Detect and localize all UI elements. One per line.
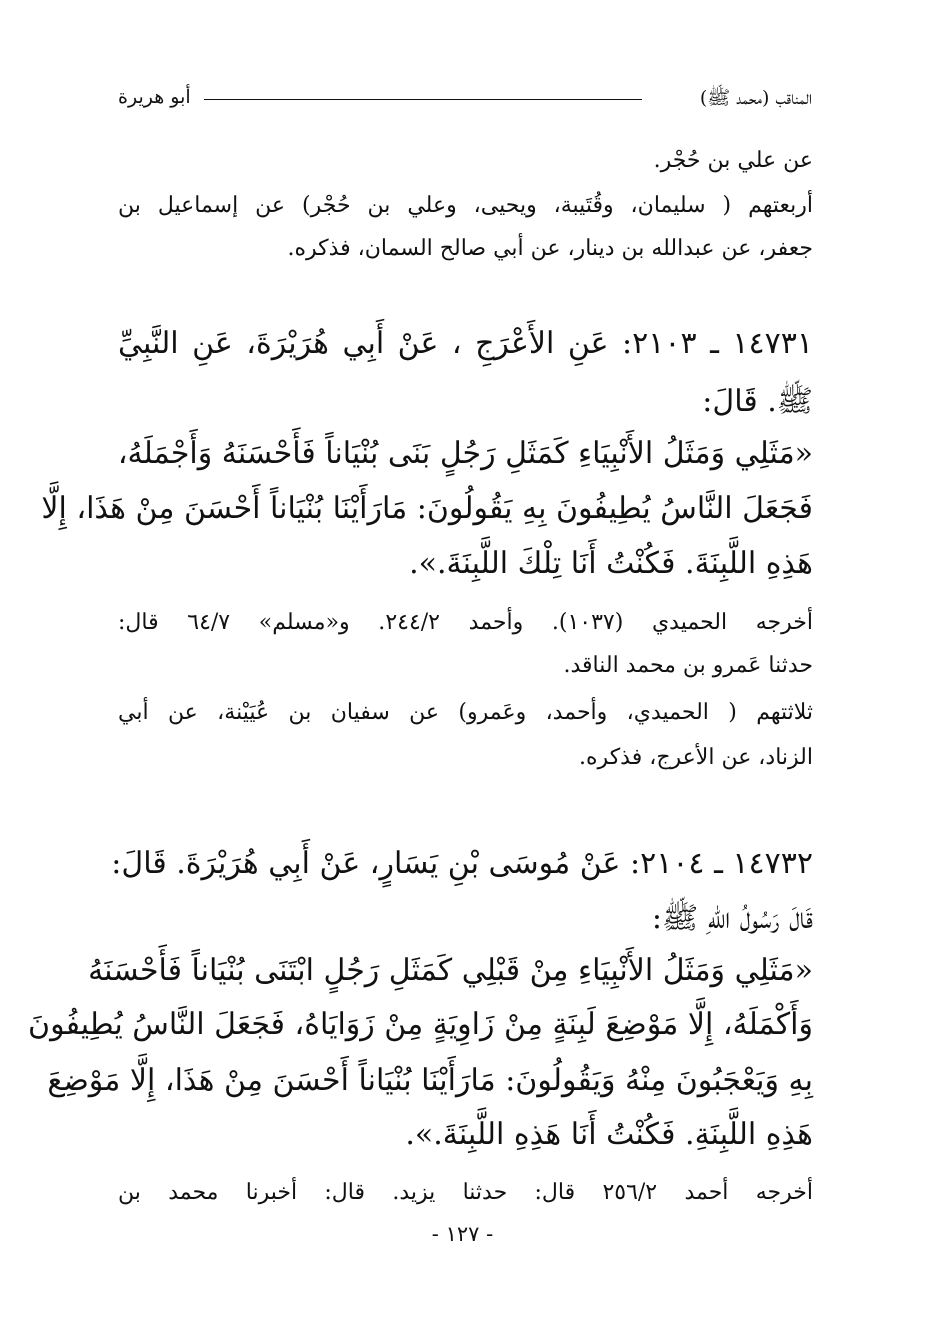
takhrij-line: أخرجه أحمد ٢٥٦/٢ قال: حدثنا يزيد. قال: أخبرنا محمد بن — [118, 1180, 813, 1205]
hadith-heading: ١٤٧٣٢ ـ ٢١٠٤: عَنْ مُوسَى بْنِ يَسَارٍ، عَنْ أَبِي هُرَيْرَةَ. قَالَ: — [111, 846, 813, 881]
text-line: أربعتهم ( سليمان، وقُتَيبة، ويحيى، وعلي بن حُجْر) عن إسماعيل بن — [118, 193, 813, 218]
hadith-line: قَالَ رَسُولُ اللهِ ﷺ: — [651, 901, 813, 936]
header-rule — [204, 99, 642, 100]
text-line: جعفر، عن عبدالله بن دينار، عن أبي صالح السمان، فذكره. — [287, 236, 813, 261]
hadith-line: «مَثَلِي وَمَثَلُ الأَنْبِيَاءِ كَمَثَلِ رَجُلٍ بَنَى بُنْيَاناً فَأَحْسَنَهُ وَأَجْمَلَهُ، — [117, 436, 813, 471]
text-line: عن علي بن حُجْر. — [653, 148, 813, 173]
takhrij-line: ثلاثتهم ( الحميدي، وأحمد، وعَمرو) عن سفيان بن عُيَيْنة، عن أبي — [118, 700, 813, 725]
hadith-line: وَأَكْمَلَهُ، إِلَّا مَوْضِعَ لَبِنَةٍ مِنْ زَاوِيَةٍ مِنْ زَوَايَاهُ، فَجَعَلَ النَّاسُ يُطِيفُونَ — [28, 1007, 813, 1042]
takhrij-line: الزناد، عن الأعرج، فذكره. — [579, 745, 813, 770]
hadith-line: هَذِهِ اللَّبِنَةِ. فَكُنْتُ أَنَا هَذِهِ اللَّبِنَةَ.». — [405, 1117, 813, 1152]
hadith-heading: ١٤٧٣١ ـ ٢١٠٣: عَنِ الأَعْرَجِ ، عَنْ أَبِي هُرَيْرَةَ، عَنِ النَّبِيِّ — [118, 326, 813, 361]
running-header — [118, 86, 812, 116]
takhrij-line: أخرجه الحميدي (١٠٣٧). وأحمد ٢٤٤/٢. و«مسلم» ٦٤/٧ قال: — [118, 610, 813, 635]
page-number: - ١٢٧ - — [431, 1222, 494, 1246]
hadith-line: «مَثَلِي وَمَثَلُ الأَنْبِيَاءِ مِنْ قَبْلِي كَمَثَلِ رَجُلٍ ابْتَنَى بُنْيَاناً فَأَحْسَنَهُ — [88, 953, 813, 988]
header-chapter-title: المناقب (محمد ﷺ) — [699, 87, 812, 109]
takhrij-line: حدثنا عَمرو بن محمد الناقد. — [563, 653, 813, 678]
hadith-line: بِهِ وَيَعْجَبُونَ مِنْهُ وَيَقُولُونَ: مَارَأَيْنَا بُنْيَاناً أَحْسَنَ مِنْ هَذَا، إِلَّا مَوْضِعَ — [47, 1063, 813, 1098]
hadith-line: هَذِهِ اللَّبِنَةَ. فَكُنْتُ أَنَا تِلْكَ اللَّبِنَةَ.». — [409, 546, 813, 581]
hadith-line: فَجَعَلَ النَّاسُ يُطِيفُونَ بِهِ يَقُولُونَ: مَارَأَيْنَا بُنْيَاناً أَحْسَنَ مِنْ هَذَا، إِلَّا — [41, 491, 813, 526]
hadith-line: ﷺ. قَالَ: — [702, 384, 813, 419]
header-section-title: أبو هريرة — [118, 86, 191, 108]
